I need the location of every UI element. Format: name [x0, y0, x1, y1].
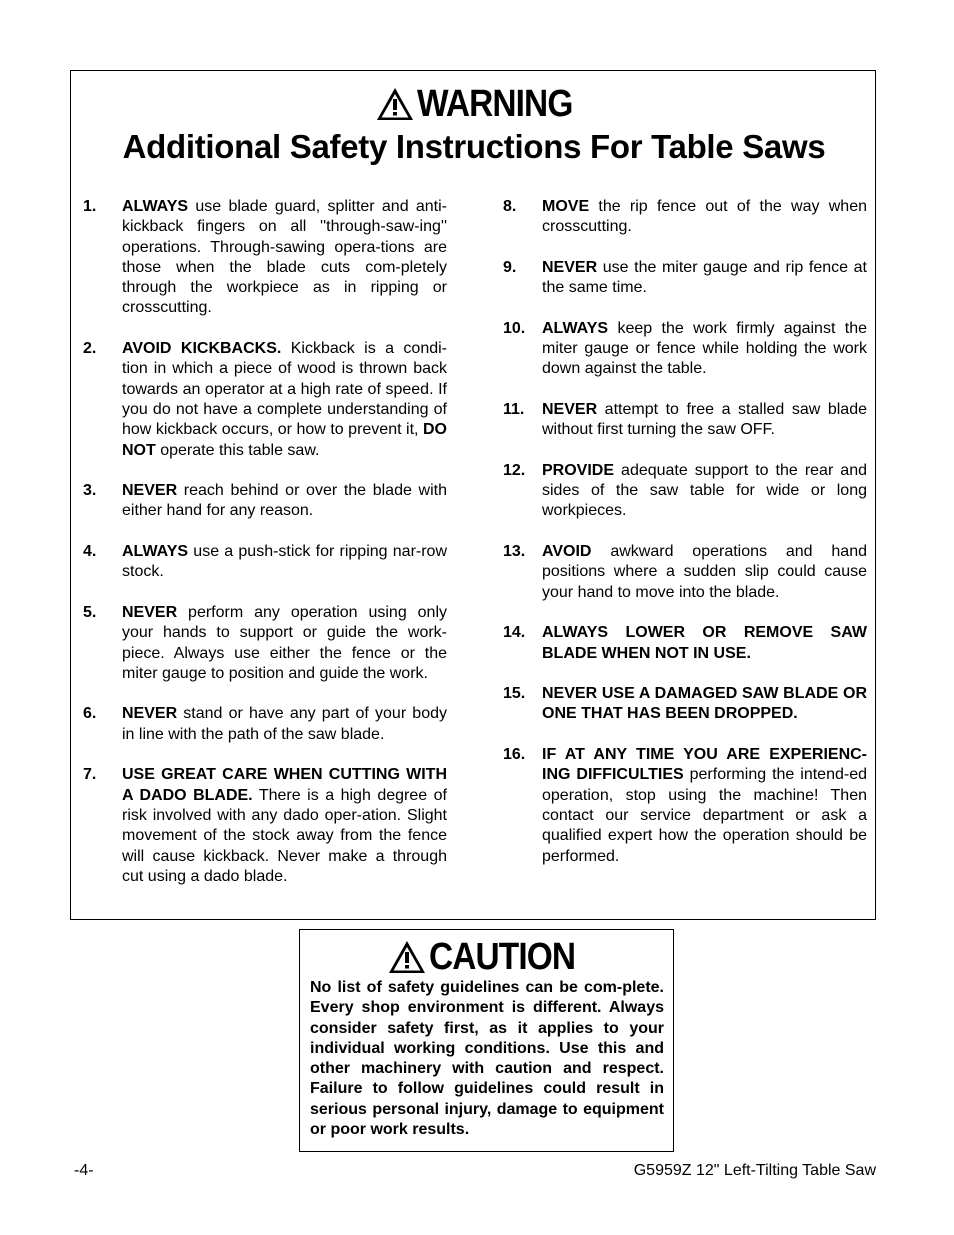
instruction-lead: IF AT ANY TIME YOU ARE EXPERIENC-ING DIFFICULTIES: [542, 746, 867, 784]
caution-word: CAUTION: [429, 936, 576, 978]
instruction-lead: ALWAYS: [122, 543, 189, 561]
instructions-right-column: [503, 197, 867, 887]
instruction-lead: NEVER USE A DAMAGED SAW BLADE OR ONE THAT HAS BEEN DROPPED.: [542, 685, 867, 723]
instruction-text: keep the work firmly against the miter gauge or fence while holding the work down against the table.: [542, 319, 867, 378]
instruction-number: 8.: [503, 198, 517, 215]
instruction-item: [83, 339, 447, 461]
instruction-text: reach behind or over the blade with either hand for any reason.: [122, 482, 447, 520]
instruction-lead: USE GREAT CARE WHEN CUTTING WITH A DADO BLADE.: [122, 766, 447, 804]
instruction-text: use blade guard, splitter and anti-kickback fingers on all ''through-saw-ing'' operations. Through-sawing opera-tions are those when the blade cuts com-pletely through the workpiece as in ripping or crosscutting.: [122, 198, 447, 317]
instruction-item: [503, 319, 867, 380]
instruction-number: 5.: [83, 603, 97, 621]
caution-banner: [388, 938, 595, 976]
instruction-text: the rip fence out of the way when crosscutting.: [542, 198, 867, 236]
instruction-text: adequate support to the rear and sides of the saw table for wide or long workpieces.: [542, 461, 867, 520]
instruction-number: 4.: [83, 543, 97, 561]
instruction-item: [503, 542, 867, 603]
instruction-lead: NEVER: [122, 603, 178, 621]
instruction-number: 3.: [83, 482, 97, 500]
instruction-number: 9.: [503, 258, 517, 276]
instruction-text: stand or have any part of your body in line with the path of the saw blade.: [122, 705, 447, 743]
instruction-text: use a push-stick for ripping nar-row stock.: [122, 543, 447, 581]
instruction-number: 13.: [503, 543, 526, 561]
instruction-lead: MOVE: [542, 198, 590, 215]
instruction-lead: PROVIDE: [542, 461, 615, 479]
instruction-item: [83, 603, 447, 684]
instruction-number: 6.: [83, 705, 97, 723]
instruction-text: attempt to free a stalled saw blade without first turning the saw OFF.: [542, 400, 867, 439]
instruction-item: [503, 400, 867, 441]
instruction-number: 16.: [503, 746, 526, 764]
caution-text: No list of safety guidelines can be com-plete. Every shop environment is different. Always consider safety first, as it applies to your individual working conditions. Use this and other machinery with caution and respect. Failure to follow guidelines could result in serious personal injury, damage to equipment or poor work results.: [310, 979, 664, 1139]
instruction-number: 14.: [503, 624, 526, 642]
instruction-lead: NEVER: [122, 482, 178, 500]
instruction-item: [503, 745, 867, 867]
instruction-item: [83, 542, 447, 583]
instruction-number: 1.: [83, 198, 97, 215]
instruction-lead: AVOID: [542, 543, 592, 561]
instruction-number: 7.: [83, 766, 97, 784]
warning-word: WARNING: [417, 83, 573, 125]
instruction-number: 2.: [83, 340, 97, 358]
warning-banner: [376, 85, 594, 123]
instruction-number: 10.: [503, 319, 526, 337]
instruction-lead: ALWAYS LOWER OR REMOVE SAW BLADE WHEN NOT IN USE.: [542, 624, 867, 662]
warning-triangle-icon: [376, 87, 414, 121]
instruction-text: use the miter gauge and rip fence at the same time.: [542, 258, 867, 297]
instruction-item: [503, 684, 867, 725]
instruction-item: [83, 765, 447, 887]
instruction-number: 15.: [503, 685, 526, 703]
instructions-left-column: [83, 197, 447, 907]
warning-panel: [70, 70, 876, 920]
instruction-lead: ALWAYS: [122, 198, 189, 215]
instruction-text: Kickback is a condi-tion in which a piece of wood is thrown back towards an operator at a high rate of speed. If you do not have a complete understanding of how kickback occurs, or how to prevent it,: [122, 340, 448, 439]
instruction-lead: NEVER: [542, 400, 598, 418]
instruction-item: [83, 481, 447, 522]
product-name: G5959Z 12" Left-Tilting Table Saw: [633, 1162, 876, 1179]
instruction-text: awkward operations and hand positions where a sudden slip could cause your hand to move into the blade.: [542, 543, 867, 601]
page-number: -4-: [74, 1162, 94, 1179]
section-title: Additional Safety Instructions For Table Saws: [122, 128, 826, 165]
instruction-emphasis: DO NOT: [122, 421, 447, 459]
instruction-item: [503, 258, 867, 299]
instruction-item: [503, 461, 867, 522]
instruction-item: [503, 197, 867, 238]
instruction-lead: NEVER: [122, 705, 178, 723]
instruction-number: 11.: [503, 400, 525, 418]
instruction-number: 12.: [503, 461, 526, 479]
instruction-item: [83, 197, 447, 319]
instruction-text: perform any operation using only your hands to support or guide the work-piece. Always use either the fence or the miter gauge to position and guide the work.: [122, 603, 447, 682]
instruction-text: There is a high degree of risk involved with any dado oper-ation. Slight movement of the stock away from the fence will cause kickback. Never make a through cut using a dado blade.: [122, 786, 447, 885]
instruction-item: [83, 704, 447, 745]
instruction-lead: NEVER: [542, 258, 598, 276]
caution-triangle-icon: [388, 940, 426, 974]
instruction-item: [503, 623, 867, 664]
instruction-lead: ALWAYS: [542, 319, 609, 337]
instruction-text: operate this table saw.: [155, 441, 320, 459]
instruction-text: performing the intend-ed operation, stop using the machine! Then contact our service department or ask a qualified expert how the operation should be performed.: [542, 766, 868, 865]
instruction-lead: AVOID KICKBACKS.: [122, 340, 282, 358]
caution-panel: [299, 929, 674, 1152]
